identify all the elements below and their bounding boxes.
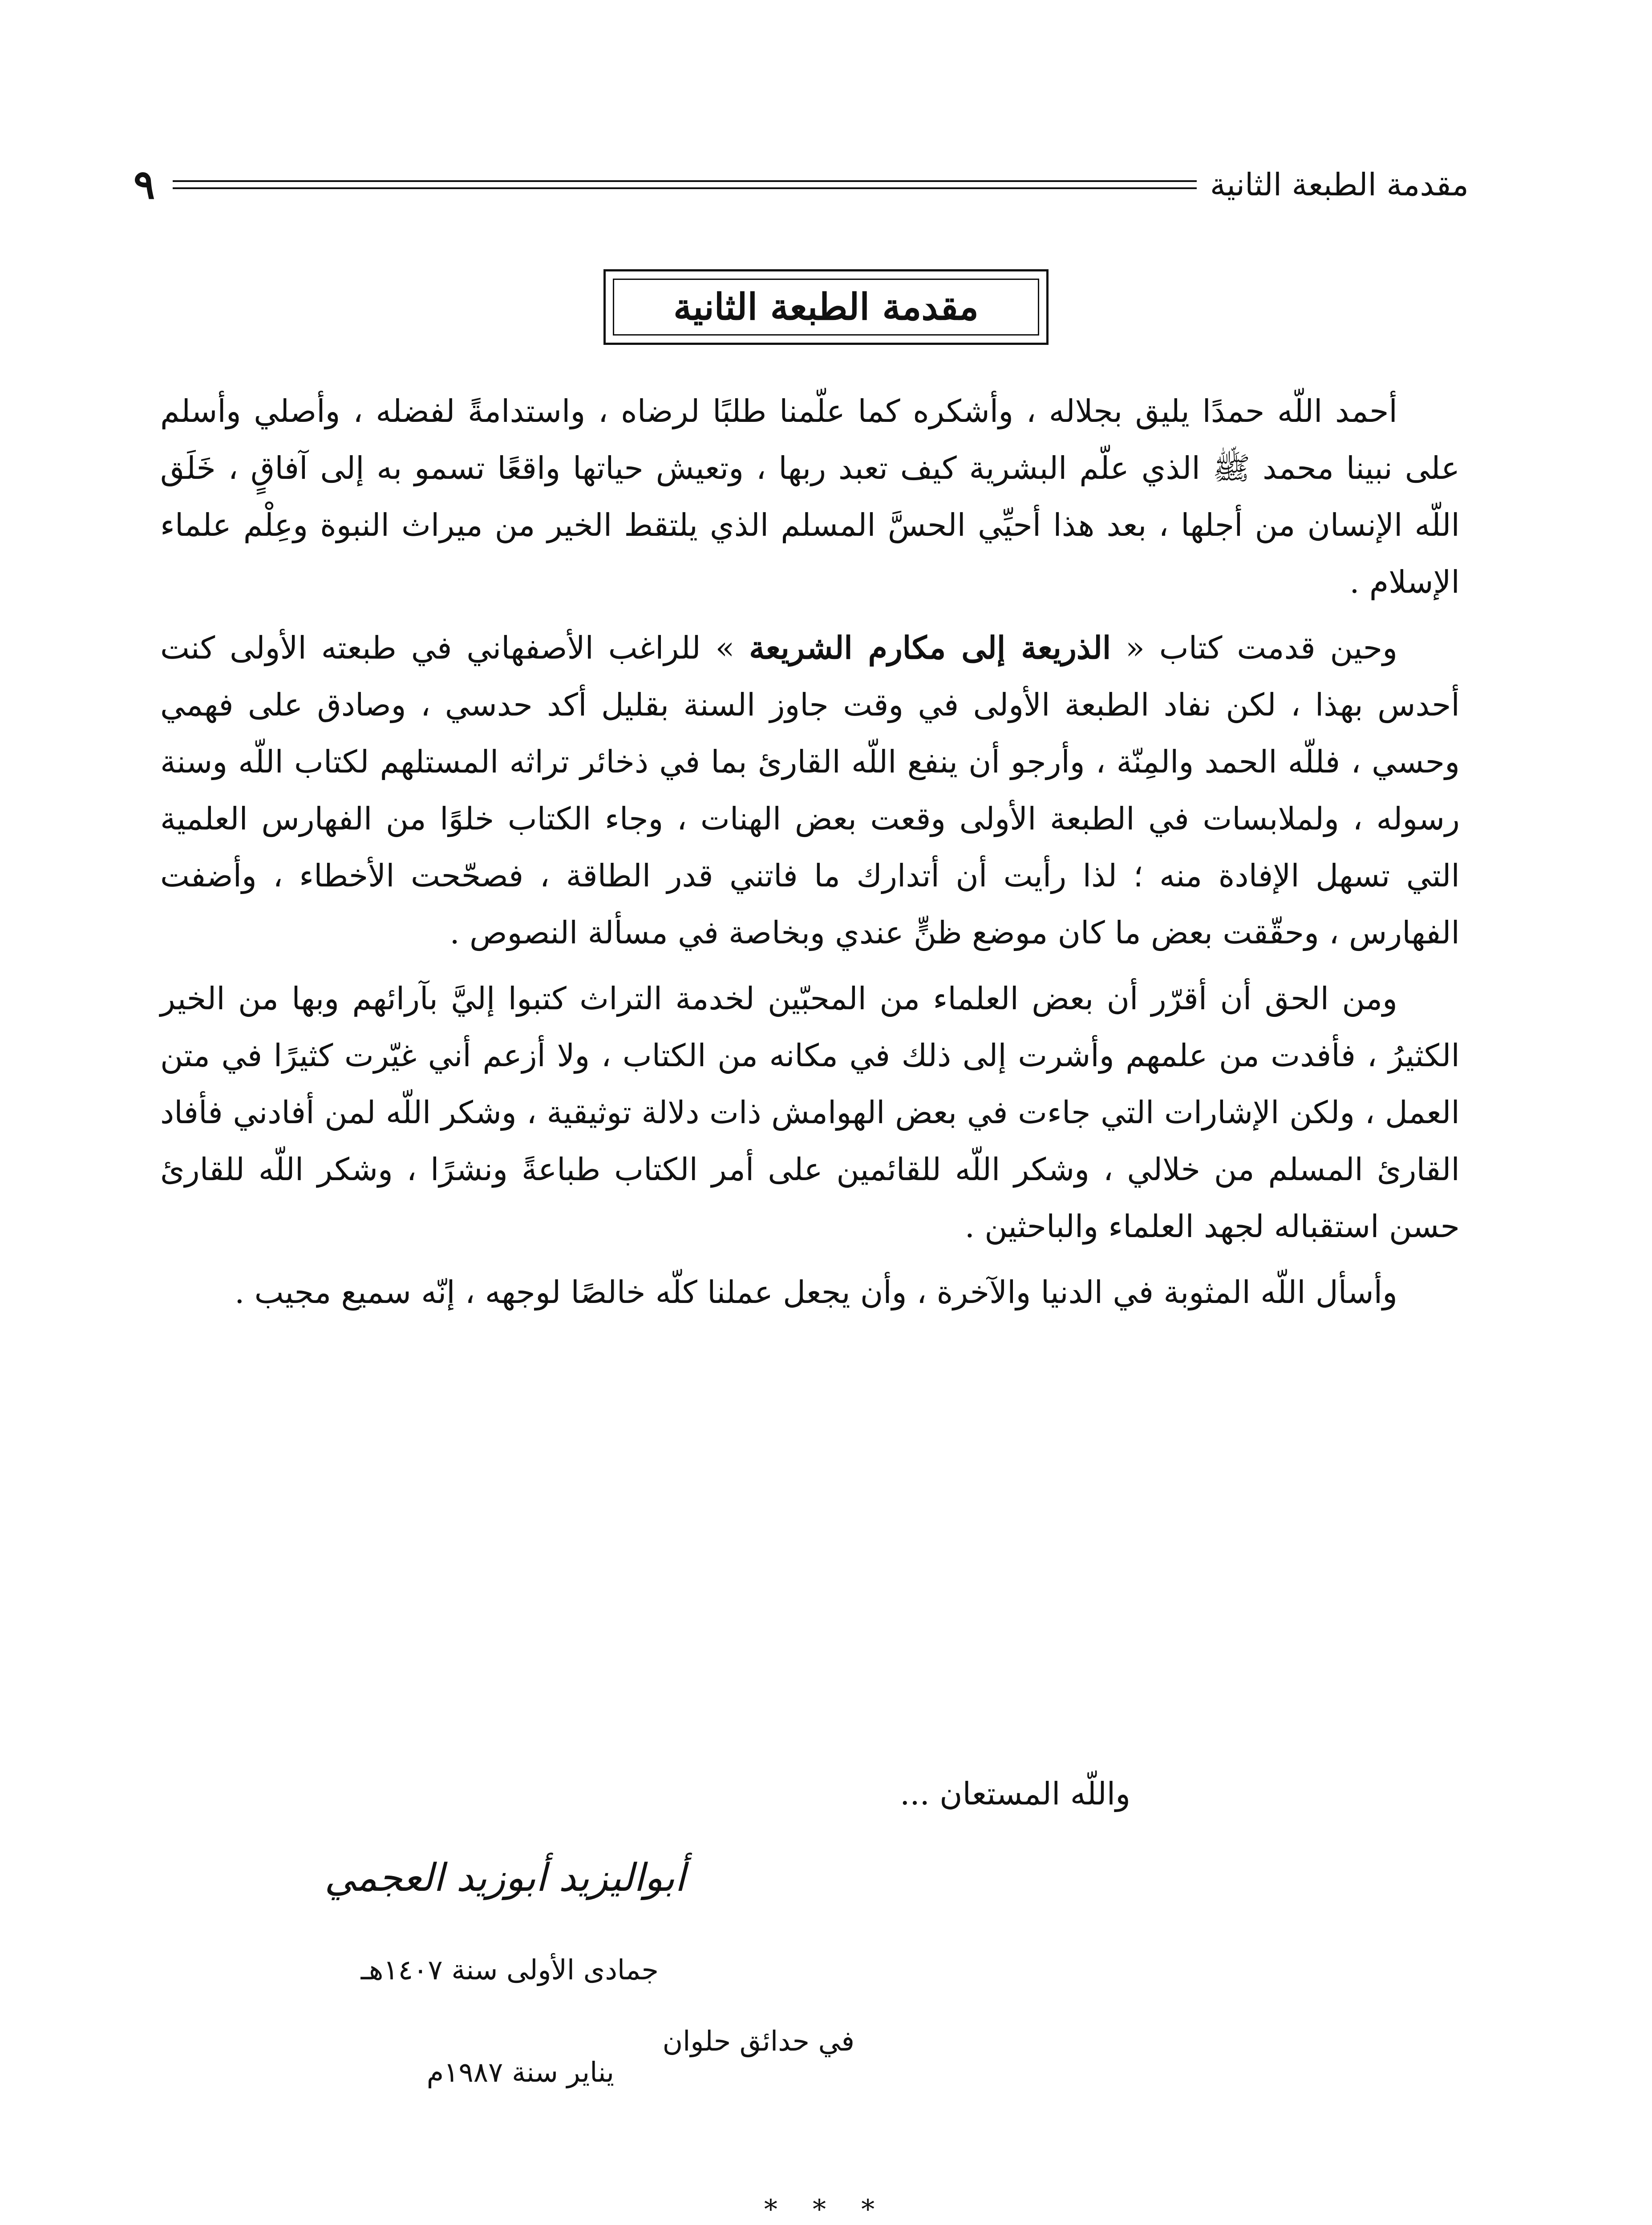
- section-title-box: [603, 269, 1049, 345]
- closing-phrase: واللّه المستعان ...: [900, 1776, 1130, 1812]
- running-header: [134, 154, 1469, 216]
- asterisk-separator: * * *: [764, 2194, 888, 2225]
- paragraph-2-after: » للراغب الأصفهاني في طبعته الأولى كنت أحدس بهذا ، لكن نفاد الطبعة الأولى في وقت جاوز السنة بقليل أكد حدسي ، وصادق على فهمي وحسي ، فللّه الحمد والمِنّة ، وأرجو أن ينفع اللّه القارئ بما في ذخائر تراثه المستلهم لكتاب اللّه وسنة رسوله ، ولملابسات في الطبعة الأولى وقعت بعض الهنات ، وجاء الكتاب خلوًا من الفهارس العلمية التي تسهل الإفادة منه ؛ لذا رأيت أن أتدارك ما فاتني قدر الطاقة ، فصحّحت الأخطاء ، وأضفت الفهارس ، وحقّقت بعض ما كان موضع ظنٍّ عندي وبخاصة في مسألة النصوص .: [160, 630, 1460, 951]
- header-rule: [173, 180, 1196, 189]
- signature-block: [231, 1847, 854, 2158]
- section-title: مقدمة الطبعة الثانية: [613, 279, 1039, 336]
- paragraph-2: [160, 619, 1460, 961]
- page-number: ٩: [134, 161, 155, 208]
- paragraph-1: أحمد اللّه حمدًا يليق بجلاله ، وأشكره كما علّمنا طلبًا لرضاه ، واستدامةً لفضله ، وأصلي وأسلم على نبينا محمد ﷺ الذي علّم البشرية كيف تعبد ربها ، وتعيش حياتها واقعًا تسمو به إلى آفاقٍ ، خَلَق اللّه الإنسان من أجلها ، بعد هذا أحيِّي الحسَّ المسلم الذي يلتقط الخير من ميراث النبوة وعِلْم علماء الإسلام .: [160, 393, 1460, 600]
- signature-name: أبواليزيد أبوزيد العجمي: [324, 1856, 685, 1900]
- signature-place: في حدائق حلوان: [662, 2025, 854, 2057]
- signature-date-gregorian: يناير سنة ١٩٨٧م: [426, 2056, 614, 2088]
- body-text: [160, 383, 1460, 1330]
- running-header-title: مقدمة الطبعة الثانية: [1210, 166, 1469, 203]
- paragraph-2-before: وحين قدمت كتاب «: [1111, 630, 1397, 666]
- paragraph-4: وأسأل اللّه المثوبة في الدنيا والآخرة ، وأن يجعل عملنا كلّه خالصًا لوجهه ، إنّه سميع مجيب .: [235, 1274, 1397, 1311]
- paragraph-3: ومن الحق أن أقرّر أن بعض العلماء من المحبّين لخدمة التراث كتبوا إليَّ بآرائهم وبها من الخير الكثيرُ ، فأفدت من علمهم وأشرت إلى ذلك في مكانه من الكتاب ، ولا أزعم أني غيّرت كثيرًا في متن العمل ، ولكن الإشارات التي جاءت في بعض الهوامش ذات دلالة توثيقية ، وشكر اللّه لمن أفادني فأفاد القارئ المسلم من خلالي ، وشكر اللّه للقائمين على أمر الكتاب طباعةً ونشرًا ، وشكر اللّه للقارئ حسن استقباله لجهد العلماء والباحثين .: [160, 980, 1460, 1245]
- signature-date-hijri: جمادى الأولى سنة ١٤٠٧هـ: [360, 1954, 659, 1986]
- book-title: الذريعة إلى مكارم الشريعة: [749, 629, 1111, 666]
